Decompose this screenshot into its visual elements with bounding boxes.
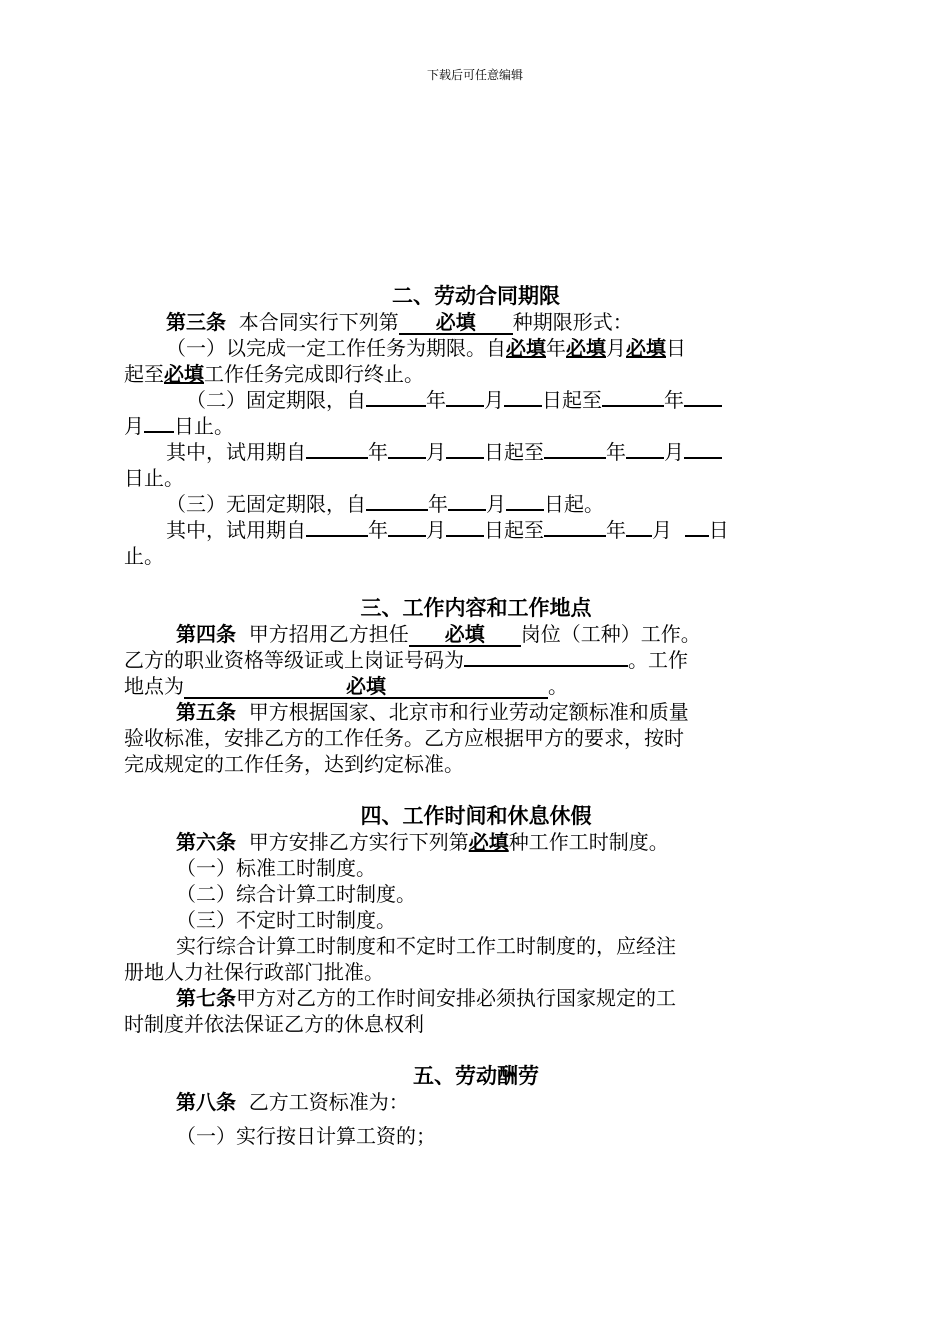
- text: 种工作工时制度。: [508, 830, 669, 854]
- note: 实行综合计算工时制度和不定时工作工时制度的，应经注: [176, 934, 676, 958]
- text: 日止。: [124, 466, 184, 490]
- trial-2: [124, 517, 828, 543]
- blank-field[interactable]: [544, 439, 606, 459]
- fill-field[interactable]: 必填: [566, 336, 606, 360]
- text: 年: [426, 388, 446, 412]
- text: 乙方的职业资格等级证或上岗证号码为: [124, 648, 464, 672]
- trial-1: [124, 439, 828, 465]
- text: 月: [606, 336, 626, 360]
- text: 年: [606, 518, 626, 542]
- text: 日起。: [544, 492, 604, 516]
- blank-field[interactable]: [306, 439, 368, 459]
- text: 日起至: [542, 388, 602, 412]
- text: 其中，试用期自: [166, 440, 306, 464]
- article-label: 第七条: [176, 986, 236, 1010]
- section-title: 三、工作内容和工作地点: [360, 596, 592, 620]
- section-title: 四、工作时间和休息休假: [360, 804, 592, 828]
- text: 甲方根据国家、北京市和行业劳动定额标准和质量: [248, 700, 689, 724]
- trial-1-cont: [124, 465, 828, 491]
- text: 止。: [124, 544, 164, 568]
- text: 。工作: [628, 648, 688, 672]
- article-7: [124, 985, 828, 1011]
- blank-field[interactable]: [366, 387, 426, 407]
- blank-field[interactable]: [544, 517, 606, 537]
- text: 岗位（工种）工作。: [520, 622, 701, 646]
- blank-field[interactable]: [626, 439, 664, 459]
- article-label: 第五条: [176, 700, 236, 724]
- blank-field[interactable]: [366, 491, 428, 511]
- wage-item-1: （一）实行按日计算工资的；: [176, 1124, 436, 1148]
- blank-field[interactable]: [602, 387, 664, 407]
- text: 年: [368, 440, 388, 464]
- blank-field[interactable]: [685, 517, 709, 537]
- article-4-cont2: [124, 673, 828, 699]
- blank-field[interactable]: [464, 647, 628, 667]
- clause-1: [124, 335, 828, 361]
- text: 地点为: [124, 674, 184, 698]
- text: 。: [548, 674, 568, 698]
- blank-field[interactable]: [446, 439, 484, 459]
- trial-2-cont: [124, 543, 828, 569]
- article-label: 第三条: [166, 310, 226, 334]
- fill-field[interactable]: 必填: [468, 830, 509, 854]
- article-3: [124, 309, 828, 335]
- fill-field[interactable]: 必填: [409, 623, 521, 647]
- article-5-cont2: 完成规定的工作任务，达到约定标准。: [124, 752, 464, 776]
- fill-field[interactable]: 必填: [506, 336, 546, 360]
- text: 年: [428, 492, 448, 516]
- text: 年: [606, 440, 626, 464]
- blank-field[interactable]: [446, 517, 484, 537]
- text: （二）固定期限，自: [186, 388, 366, 412]
- text: 日起至: [484, 518, 544, 542]
- clause-3: [124, 491, 828, 517]
- section-title: 五、劳动酬劳: [413, 1064, 539, 1088]
- text: 甲方安排乙方实行下列第: [248, 830, 469, 854]
- text: 月: [426, 440, 446, 464]
- blank-field[interactable]: [388, 517, 426, 537]
- article-5: [124, 699, 828, 725]
- text: （三）无固定期限，自: [166, 492, 366, 516]
- blank-field[interactable]: [506, 491, 544, 511]
- article-4-cont: [124, 647, 828, 673]
- article-label: 第四条: [176, 622, 236, 646]
- fill-field[interactable]: 必填: [626, 336, 666, 360]
- text: 年: [368, 518, 388, 542]
- text: 日止。: [174, 414, 234, 438]
- clause-2-cont: [124, 413, 828, 439]
- text: 本合同实行下列第: [238, 310, 399, 334]
- text: 甲方对乙方的工作时间安排必须执行国家规定的工: [236, 986, 676, 1010]
- blank-field[interactable]: [448, 491, 486, 511]
- text: 月: [484, 388, 504, 412]
- text: 起至: [124, 362, 164, 386]
- article-6: [124, 829, 828, 855]
- text: 年: [664, 388, 684, 412]
- blank-field[interactable]: [684, 439, 722, 459]
- blank-field[interactable]: [504, 387, 542, 407]
- article-label: 第八条: [176, 1090, 236, 1114]
- text: 月: [486, 492, 506, 516]
- text: 日起至: [484, 440, 544, 464]
- clause-2: [124, 387, 828, 413]
- article-4: [124, 621, 828, 647]
- blank-field[interactable]: [446, 387, 484, 407]
- text: 月: [124, 414, 144, 438]
- page-header: 下载后可任意编辑: [426, 68, 523, 82]
- option-3: （三）不定时工时制度。: [176, 908, 396, 932]
- text: 日: [666, 336, 686, 360]
- article-8: [124, 1089, 828, 1115]
- clause-1-cont: [124, 361, 828, 387]
- option-2: （二）综合计算工时制度。: [176, 882, 416, 906]
- blank-field[interactable]: [626, 517, 652, 537]
- note-cont: 册地人力社保行政部门批准。: [124, 960, 384, 984]
- blank-field[interactable]: [388, 439, 426, 459]
- text: 甲方招用乙方担任: [248, 622, 409, 646]
- blank-field[interactable]: [144, 413, 174, 433]
- text: 种期限形式：: [512, 310, 633, 334]
- article-7-cont: 时制度并依法保证乙方的休息权利: [124, 1012, 424, 1036]
- blank-field[interactable]: [306, 517, 368, 537]
- fill-field[interactable]: 必填: [164, 362, 204, 386]
- text: 月: [652, 518, 672, 542]
- fill-field[interactable]: 必填: [184, 675, 548, 699]
- article-5-cont: 验收标准，安排乙方的工作任务。乙方应根据甲方的要求，按时: [124, 726, 684, 750]
- text: 乙方工资标准为：: [248, 1090, 409, 1114]
- blank-field[interactable]: [684, 387, 722, 407]
- text: 日: [708, 518, 729, 542]
- text: 其中，试用期自: [166, 518, 306, 542]
- fill-field[interactable]: 必填: [399, 311, 513, 335]
- text: 年: [546, 336, 566, 360]
- text: 工作任务完成即行终止。: [204, 362, 424, 386]
- section-title: 二、劳动合同期限: [392, 284, 560, 308]
- text: （一）以完成一定工作任务为期限。自: [166, 336, 506, 360]
- article-label: 第六条: [176, 830, 236, 854]
- document-body: [124, 283, 828, 1149]
- text: 月: [426, 518, 446, 542]
- text: 月: [664, 440, 684, 464]
- option-1: （一）标准工时制度。: [176, 856, 376, 880]
